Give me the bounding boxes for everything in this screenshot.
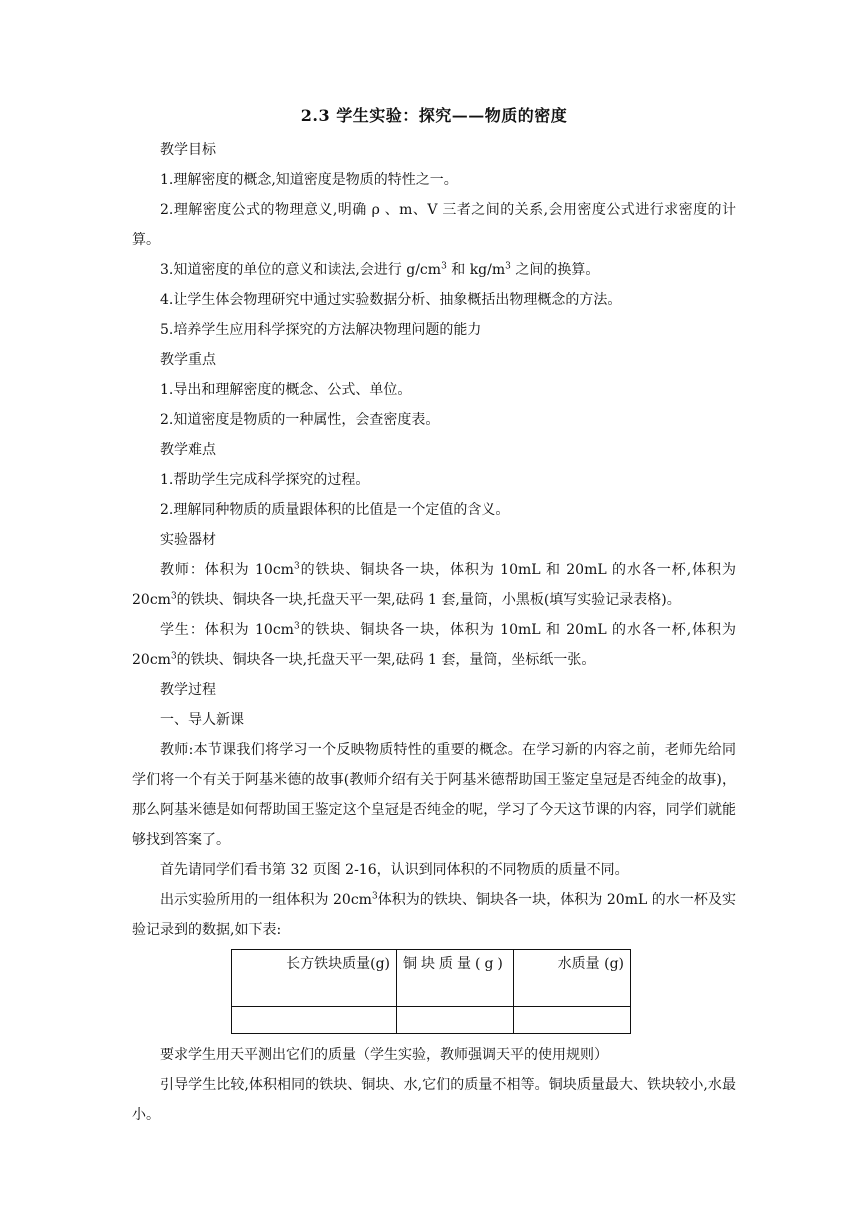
teacher-equipment-b: 的铁块、铜块各一块，体积为 10mL 和 20mL 的水各一杯,体积为 20cm (132, 562, 736, 608)
section-heading-goals: 教学目标 (160, 142, 216, 158)
section-heading-equipment: 实验器材 (160, 532, 216, 548)
goal-item-3 (132, 255, 736, 285)
table-cell-iron (232, 1007, 397, 1034)
section-heading-keypoints: 教学重点 (160, 352, 216, 368)
goal-3-text-b: 和 kg/m (446, 262, 506, 278)
keypoint-item-2: 2.知道密度是物质的一种属性，会查密度表。 (160, 412, 440, 428)
show-paragraph-a: 出示实验所用的一组体积为 20cm (160, 892, 372, 908)
intro-paragraph: 教师:本节课我们将学习一个反映物质特性的重要的概念。在学习新的内容之前，老师先给同学们将一个有关于阿基米德的故事(教师介绍有关于阿基米德帮助国王鉴定皇冠是否纯金的故事)，那么阿基米德是如何帮助国王鉴定这个皇冠是否纯金的呢，学习了今天这节课的内容，同学们就能够找到答案了。 (132, 742, 736, 848)
document-title: 2.3 学生实验：探究——物质的密度 (300, 106, 568, 125)
superscript-3: 3 (170, 651, 177, 662)
difficulty-item-1: 1.帮助学生完成科学探究的过程。 (160, 472, 370, 488)
teacher-equipment-a: 教师：体积为 10cm (160, 562, 294, 578)
superscript-3: 3 (170, 591, 177, 602)
teacher-equipment-c: 的铁块、铜块各一块,托盘天平一架,砝码 1 套,量筒，小黑板(填写实验记录表格)。 (176, 592, 681, 608)
after-table-paragraph-1: 要求学生用天平测出它们的质量（学生实验，教师强调天平的使用规则） (160, 1047, 608, 1063)
superscript-3: 3 (505, 261, 511, 272)
goal-item-2: 2.理解密度公式的物理意义,明确 ρ 、m、V 三者之间的关系,会用密度公式进行求密度的计算。 (132, 202, 736, 248)
table-cell-copper (397, 1007, 514, 1034)
section-heading-process: 教学过程 (160, 682, 216, 698)
student-equipment-c: 的铁块、铜块各一块,托盘天平一架,砝码 1 套，量筒，坐标纸一张。 (176, 652, 596, 668)
superscript-3: 3 (293, 561, 300, 572)
goal-3-text-a: 3.知道密度的单位的意义和读法,会进行 g/cm (160, 262, 442, 278)
record-table-wrapper (231, 949, 736, 1034)
goal-item-1: 1.理解密度的概念,知道密度是物质的特性之一。 (160, 172, 458, 188)
student-equipment-a: 学生：体积为 10cm (160, 622, 294, 638)
table-cell-water (514, 1007, 631, 1034)
student-equipment-paragraph (132, 615, 736, 675)
table-header-row (232, 950, 631, 1007)
student-equipment-b: 的铁块、铜块各一块，体积为 10mL 和 20mL 的水各一杯,体积为 20cm (132, 622, 736, 668)
goal-3-text-c: 之间的换算。 (510, 262, 600, 278)
book-paragraph: 首先请同学们看书第 32 页图 2-16，认识到同体积的不同物质的质量不同。 (160, 862, 629, 878)
difficulty-item-2: 2.理解同种物质的质量跟体积的比值是一个定值的含义。 (160, 502, 510, 518)
superscript-3: 3 (371, 891, 378, 902)
keypoint-item-1: 1.导出和理解密度的概念、公式、单位。 (160, 382, 412, 398)
goal-item-4: 4.让学生体会物理研究中通过实验数据分析、抽象概括出物理概念的方法。 (160, 292, 622, 308)
after-table-paragraph-2: 引导学生比较,体积相同的铁块、铜块、水,它们的质量不相等。铜块质量最大、铁块较小,水最小。 (132, 1077, 736, 1123)
goal-item-5: 5.培养学生应用科学探究的方法解决物理问题的能力 (160, 322, 482, 338)
table-header-copper: 铜块质量(g) (397, 950, 514, 1007)
table-row (232, 1007, 631, 1034)
table-header-water: 水质量 (g) (514, 950, 631, 1007)
experiment-record-table (231, 949, 631, 1034)
show-paragraph (132, 885, 736, 945)
subsection-intro: 一、导人新课 (160, 712, 244, 728)
show-paragraph-b: 体积为的铁块、铜块各一块，体积为 20mL 的水一杯及实验记录到的数据,如下表: (132, 892, 736, 938)
teacher-equipment-paragraph (132, 555, 736, 615)
table-header-iron: 长方铁块质量(g) (232, 950, 397, 1007)
section-heading-difficulties: 教学难点 (160, 442, 216, 458)
superscript-3: 3 (441, 261, 447, 272)
superscript-3: 3 (293, 621, 300, 632)
